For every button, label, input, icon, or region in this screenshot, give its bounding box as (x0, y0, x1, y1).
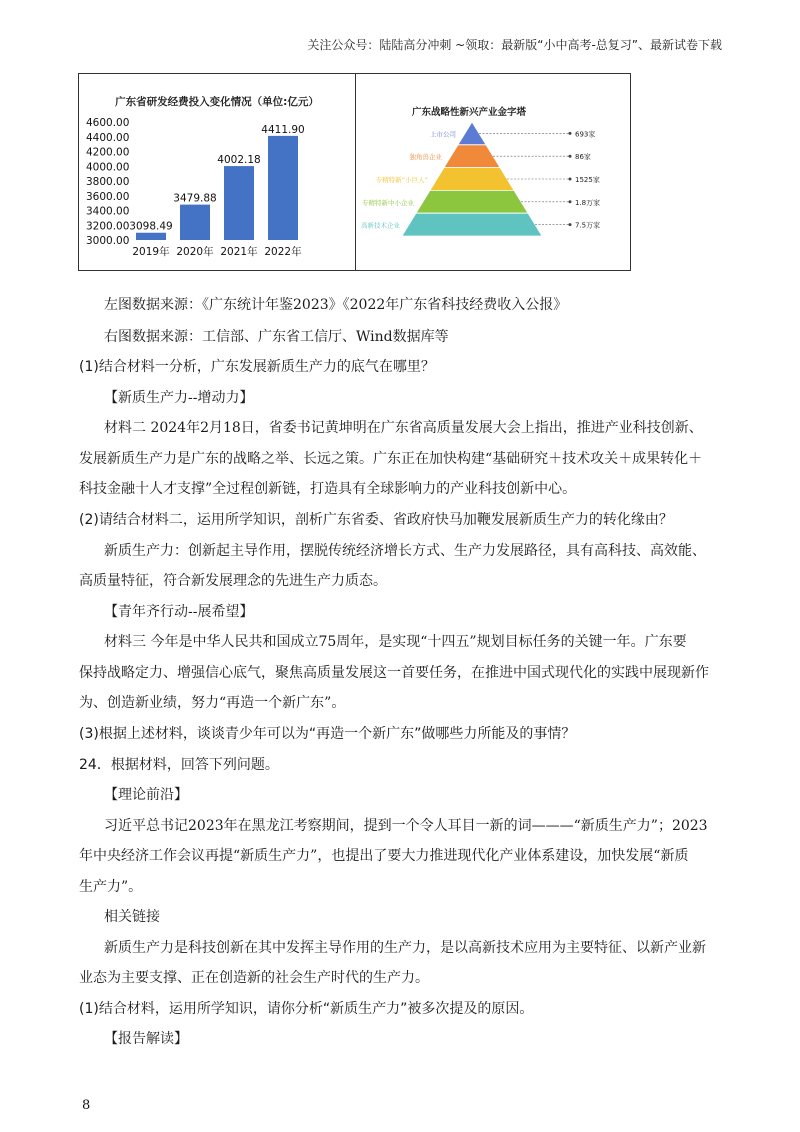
bar-value-label: 4411.90 (261, 123, 305, 136)
y-tick-label: 4200.00 (86, 146, 130, 159)
section-heading: 【理论前沿】 (104, 787, 188, 803)
x-tick-label: 2021年 (220, 246, 258, 258)
bar (268, 136, 298, 240)
page-header: 关注公众号：陆陆高分冲刺 ~领取：最新版“小中高考-总复习”、最新试卷下载 (307, 38, 722, 52)
pyramid-level-value: 693家 (575, 130, 596, 139)
pyramid-level-value: 1525家 (575, 176, 600, 184)
material-3-text: 保持战略定力、增强信心底气，聚焦高质量发展这一首要任务，在推进中国式现代化的实践中展现新作 (79, 665, 709, 681)
material-2-text: 发展新质生产力是广东的战略之举、长远之策。广东正在加快构建“基础研究＋技术攻关＋成果转化＋ (79, 451, 703, 467)
rd-bar-chart (79, 74, 355, 270)
theory-text: 生产力”。 (79, 879, 143, 895)
y-tick-label: 3400.00 (86, 205, 130, 218)
pyramid-level-value: 86家 (575, 153, 591, 162)
material-3-text: 为、创造新业绩，努力“再造一个新广东”。 (79, 695, 346, 711)
bar (224, 166, 254, 240)
bar-value-label: 4002.18 (217, 154, 261, 167)
pyramid-level (444, 145, 500, 168)
material-2-text: 科技金融十人才支撑”全过程创新链，打造具有全球影响力的产业科技创新中心。 (79, 481, 577, 497)
pyramid-level-label: 专精特新中小企业 (362, 198, 414, 207)
bar (136, 233, 166, 240)
pyramid-level-label: 专精特新“小巨人” (375, 176, 428, 184)
question-2: (2)请结合材料二，运用所学知识，剖析广东省委、省政府快马加鞭发展新质生产力的转化缘由？ (79, 512, 673, 528)
source-note-left: 左图数据来源：《广东统计年鉴2023》《2022年广东省科技经费收入公报》 (104, 297, 568, 313)
page-number: 8 (82, 1098, 91, 1113)
pyramid-level (416, 190, 528, 213)
y-tick-label: 4400.00 (86, 131, 130, 144)
section-heading: 【新质生产力--增动力】 (104, 390, 254, 406)
x-tick-label: 2022年 (264, 246, 302, 258)
pyramid-level-value: 1.8万家 (575, 198, 601, 207)
definition-text: 高质量特征，符合新发展理念的先进生产力质态。 (79, 573, 387, 589)
leader-dot (569, 178, 572, 181)
bar-value-label: 3479.88 (173, 192, 217, 205)
pyramid-level-label: 独角兽企业 (409, 153, 442, 162)
bar-value-label: 3098.49 (129, 220, 173, 233)
leader-dot (569, 223, 572, 226)
section-heading: 【报告解读】 (104, 1031, 188, 1047)
related-link-text: 新质生产力是科技创新在其中发挥主导作用的生产力，是以高新技术应用为主要特征、以新产业新 (104, 940, 706, 956)
leader-dot (569, 200, 572, 203)
bar (180, 205, 210, 240)
question-24-heading: 24．根据材料，回答下列问题。 (79, 757, 279, 773)
x-tick-label: 2020年 (176, 246, 214, 258)
theory-text: 习近平总书记2023年在黑龙江考察期间，提到一个令人耳目一新的词———“新质生产力”；2023 (104, 818, 708, 834)
y-tick-label: 3600.00 (86, 190, 130, 203)
question-24-1: (1)结合材料，运用所学知识，请你分析“新质生产力”被多次提及的原因。 (79, 1001, 534, 1017)
industry-pyramid-chart (356, 74, 631, 270)
pyramid-level-label: 上市公司 (430, 130, 456, 139)
pyramid-level-label: 高新技术企业 (361, 221, 400, 230)
y-tick-label: 4600.00 (86, 117, 130, 129)
question-1: (1)结合材料一分析，广东发展新质生产力的底气在哪里？ (79, 359, 435, 375)
material-2-text: 材料二 2024年2月18日，省委书记黄坤明在广东省高质量发展大会上指出，推进产业科技创新、 (104, 420, 703, 436)
pyramid-level (430, 168, 514, 191)
x-tick-label: 2019年 (132, 246, 170, 258)
pyramid-level (458, 122, 486, 145)
leader-dot (569, 155, 572, 158)
leader-dot (569, 132, 572, 135)
pyramid-title: 广东战略性新兴产业金字塔 (411, 107, 527, 118)
y-tick-label: 3800.00 (86, 176, 130, 188)
section-heading: 【青年齐行动--展希望】 (104, 604, 254, 620)
material-3-text: 材料三 今年是中华人民共和国成立75周年，是实现“十四五”规划目标任务的关键一年。广东要 (104, 634, 687, 650)
y-tick-label: 3200.00 (86, 220, 130, 233)
question-3: (3)根据上述材料，谈谈青少年可以为“再造一个新广东”做哪些力所能及的事情？ (79, 726, 576, 742)
related-link-text: 业态为主要支撑、正在创造新的社会生产时代的生产力。 (79, 970, 429, 986)
bar-chart-title: 广东省研发经费投入变化情况（单位:亿元） (115, 96, 319, 108)
related-link-heading: 相关链接 (104, 909, 160, 925)
definition-text: 新质生产力：创新起主导作用，摆脱传统经济增长方式、生产力发展路径，具有高科技、高效能、 (104, 543, 706, 559)
source-note-right: 右图数据来源：工信部、广东省工信厅、Wind数据库等 (104, 329, 449, 345)
pyramid-level (402, 213, 542, 236)
theory-text: 年中央经济工作会议再提“新质生产力”，也提出了要大力推进现代化产业体系建设，加快发展“新质 (79, 848, 689, 864)
figure-box (78, 73, 631, 271)
pyramid-level-value: 7.5万家 (575, 221, 601, 230)
y-tick-label: 3000.00 (86, 235, 130, 247)
y-tick-label: 4000.00 (86, 161, 130, 174)
